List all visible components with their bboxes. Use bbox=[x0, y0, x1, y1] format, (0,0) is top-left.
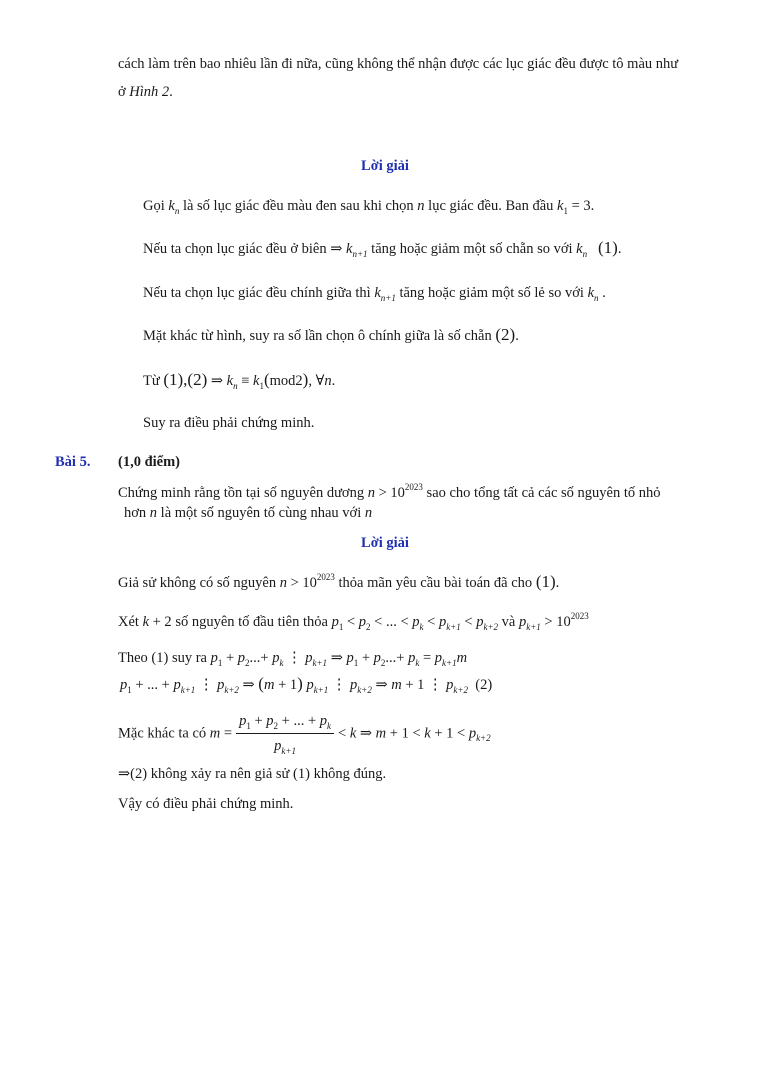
solution1-paragraph-3: Nếu ta chọn lục giác đều chính giữa thì $k_{n+1}$ tăng hoặc giảm một số lẻ so với $k_n$ . bbox=[143, 285, 606, 303]
solution2-paragraph-1: Giả sử không có số nguyên $n > 10^{2023}$ thỏa mãn yêu cầu bài toán đã cho (1). bbox=[118, 572, 560, 591]
fraction: $\frac{p_1 + p_2 + ... + p_k}{p_{k+1}}$ bbox=[236, 712, 334, 756]
figure-reference: Hình 2 bbox=[129, 84, 170, 100]
solution1-paragraph-1: Gọi $k_n$ là số lục giác đều màu đen sau khi chọn n lục giác đều. Ban đầu $k_1 = 3$. bbox=[143, 198, 595, 216]
problem-5-statement-line-1: Chứng minh rằng tồn tại số nguyên dương $n > 10^{2023}$ sao cho tổng tất cả các số nguyên tố nhỏ bbox=[118, 482, 661, 501]
solution2-paragraph-4: $p_1$ + ... + $p_{k+1}$ ⋮ $p_{k+2}$ ⇒ (m + 1) $p_{k+1}$ ⋮ $p_{k+2}$ ⇒ m + 1 ⋮ $p_{k+2}$ (2) bbox=[120, 674, 493, 695]
solution2-conclusion: Vậy có điều phải chứng minh. bbox=[118, 796, 294, 812]
solution-heading-2: Lời giải bbox=[361, 535, 409, 551]
solution1-paragraph-5: Từ (1),(2) ⇒ $k_n \equiv k_1(mod2)$, ∀n. bbox=[143, 370, 336, 391]
problem-5-statement-line-2: hơn n là một số nguyên tố cùng nhau với n bbox=[124, 505, 373, 521]
solution1-paragraph-6: Suy ra điều phải chứng minh. bbox=[143, 415, 315, 431]
solution2-paragraph-6: ⇒(2) không xảy ra nên giả sử (1) không đúng. bbox=[118, 766, 387, 782]
solution1-paragraph-2: Nếu ta chọn lục giác đều ở biên ⇒ $k_{n+1}$ tăng hoặc giảm một số chẵn so với $k_n$ (1). bbox=[143, 238, 622, 259]
solution2-paragraph-3: Theo (1) suy ra $p_1 + p_2...+ p_k$ ⋮ $p_{k+1}$ ⇒ $p_1 + p_2...+ p_k = p_{k+1}m$ bbox=[118, 650, 468, 668]
solution2-paragraph-5: Mặc khác ta có m = $\frac{p_1 + p_2 + ... + p_k}{p_{k+1}}$ < k ⇒ $m + 1 < k + 1 < p_{k+2}$ bbox=[118, 713, 491, 756]
solution1-paragraph-4: Mặt khác từ hình, suy ra số lần chọn ô chính giữa là số chẵn (2). bbox=[143, 325, 519, 344]
intro-line-2: ở Hình 2. bbox=[118, 84, 173, 100]
solution-heading-1: Lời giải bbox=[361, 158, 409, 174]
solution2-paragraph-2: Xét k + 2 số nguyên tố đầu tiên thỏa $p_1 < p_2$ < ... < $p_k < p_{k+1} < p_{k+2}$ và $p_{k+1} > 10^{2023}$ bbox=[118, 611, 589, 632]
problem-5-label: Bài 5. bbox=[55, 454, 91, 470]
problem-5-points: (1,0 điểm) bbox=[118, 454, 181, 470]
intro-line-1: cách làm trên bao nhiêu lần đi nữa, cũng không thể nhận được các lục giác đều được tô màu như bbox=[118, 56, 679, 72]
